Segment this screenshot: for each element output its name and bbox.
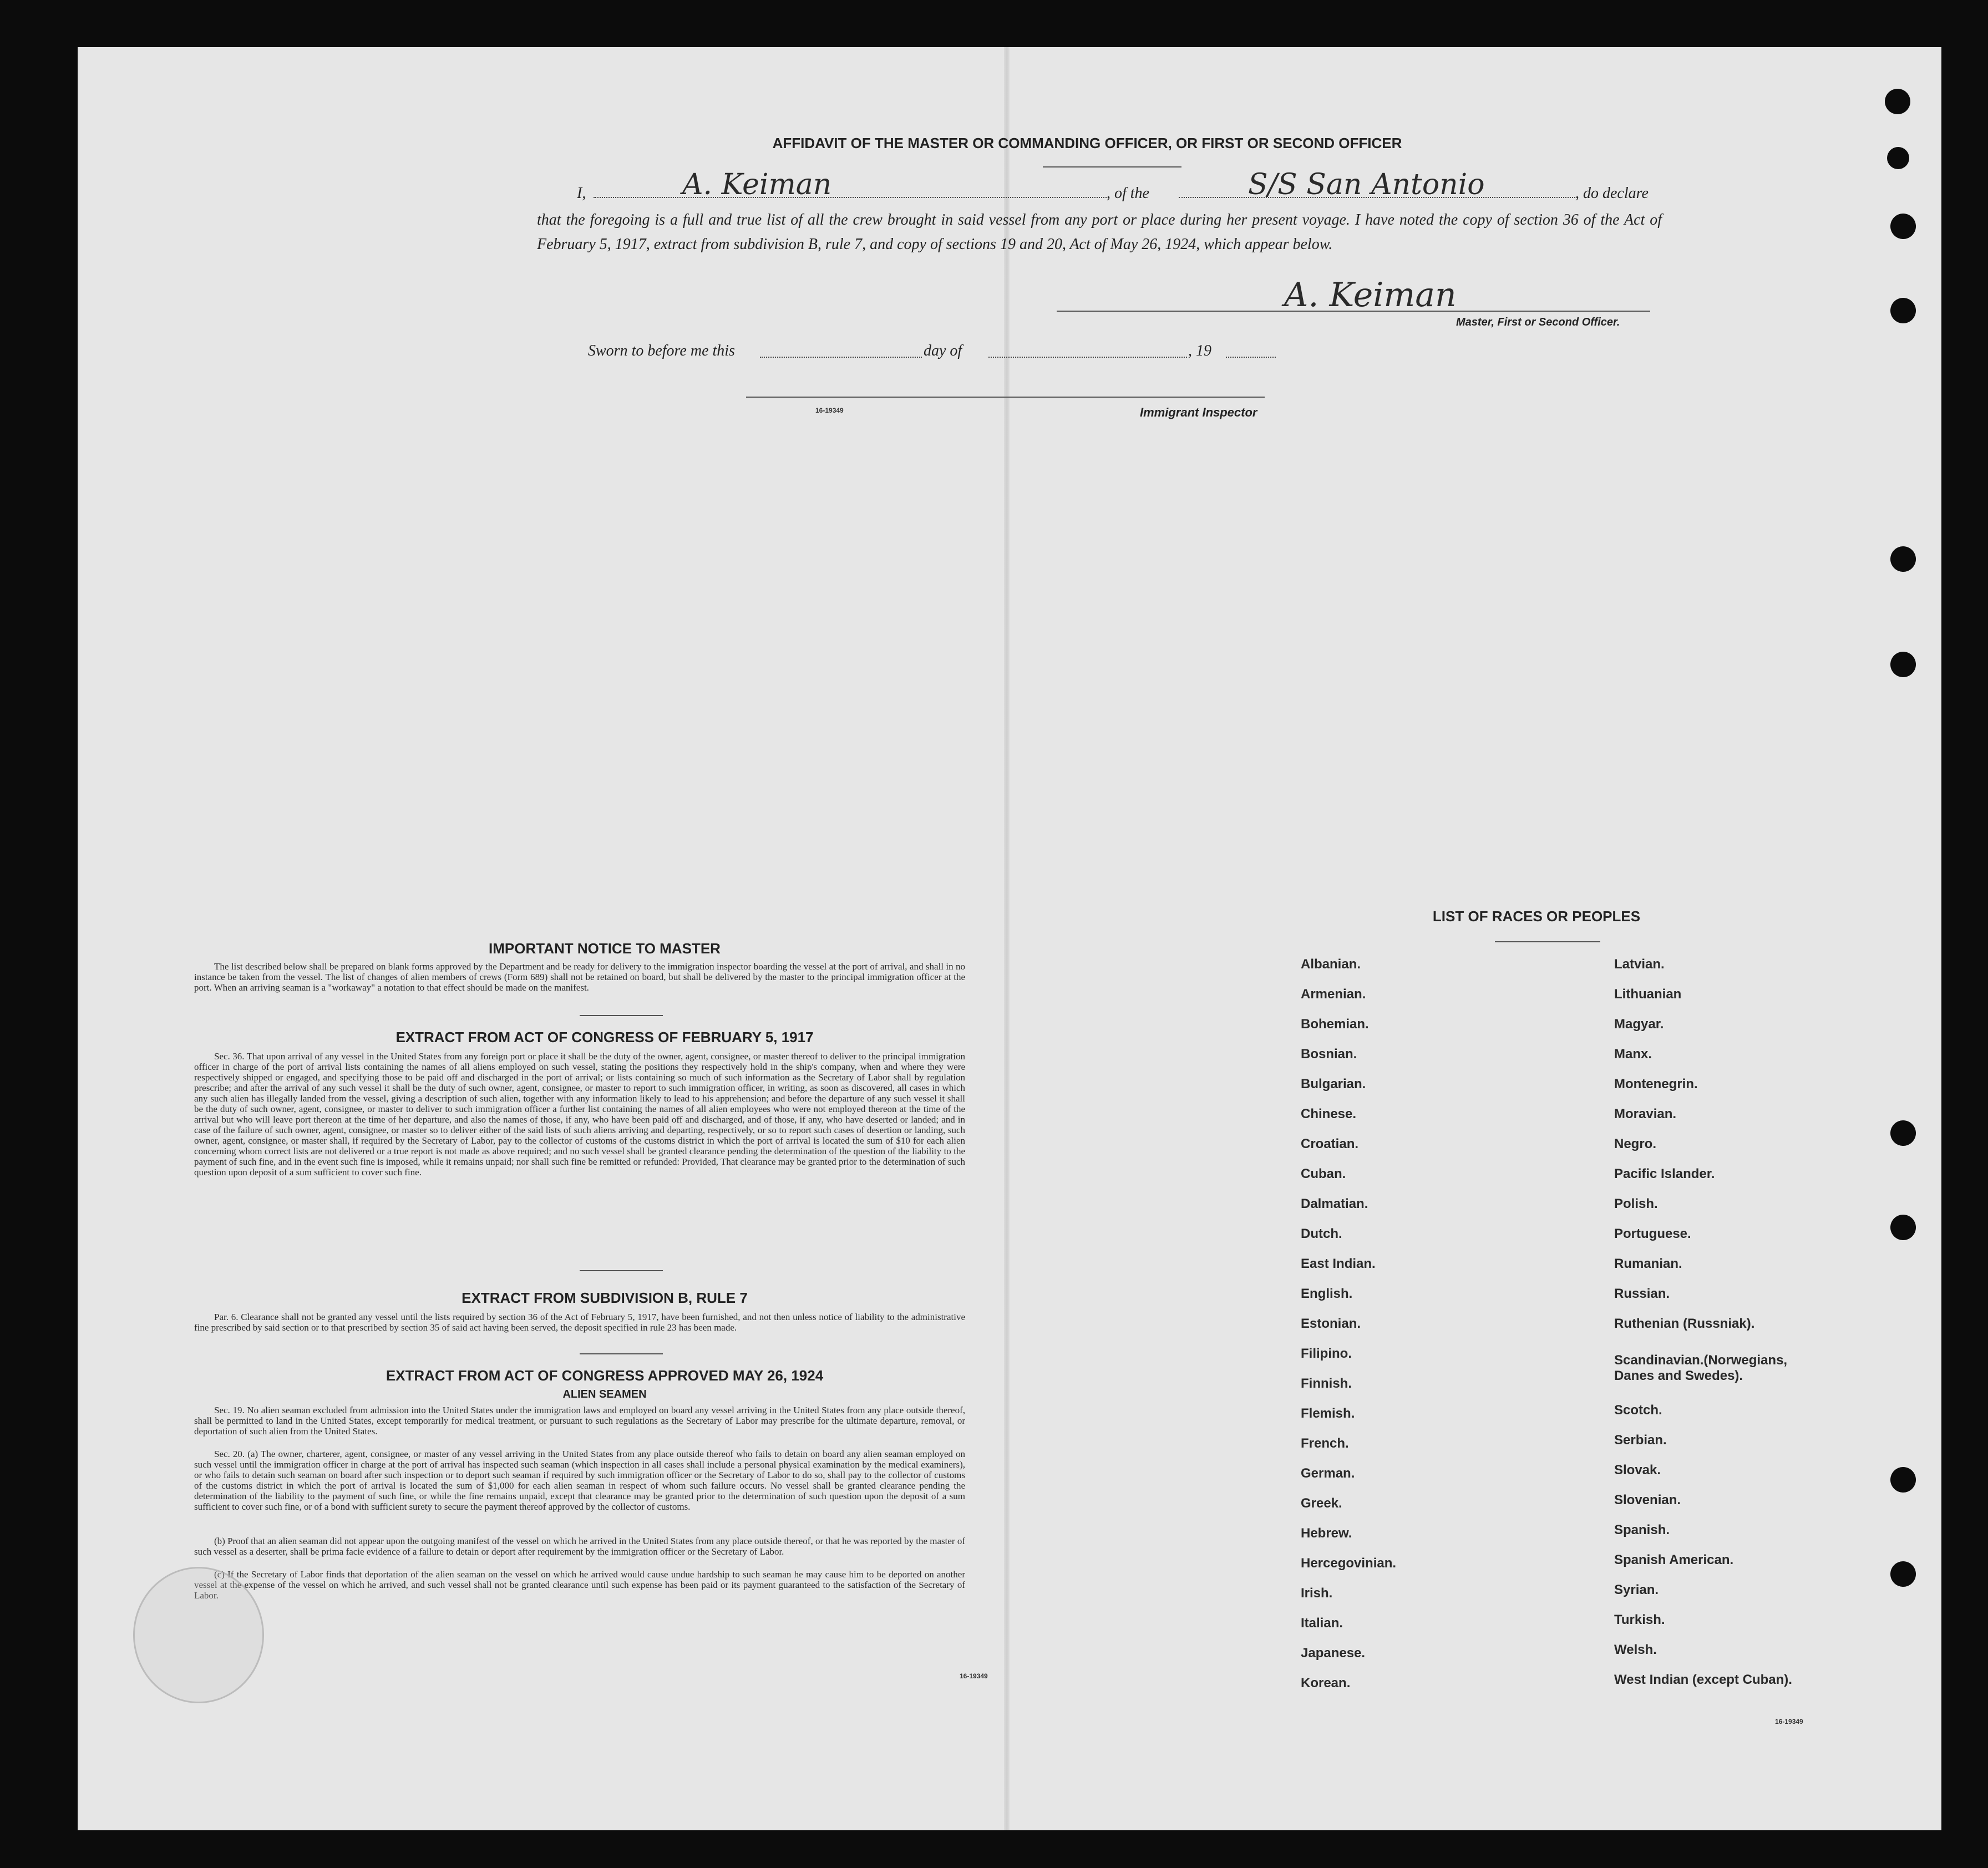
races-title: LIST OF RACES OR PEOPLES xyxy=(1432,908,1641,925)
master-signature: A. Keiman xyxy=(1284,276,1457,314)
race-item: Greek. xyxy=(1301,1496,1342,1511)
race-item: Bosnian. xyxy=(1301,1047,1357,1062)
section-19-text: Sec. 19. No alien seaman excluded from admission into the United States under the immigration laws and employed on board any vessel arriving in the United States from any place outside thereof, shall be permitted to land in the United States, except temporarily for medical treatment, or pursuant to such regulations as the Secretary of Labor may prescribe for the ultimate departure, removal, or deportation of such alien from the United States. xyxy=(194,1405,965,1436)
race-item: Dutch. xyxy=(1301,1226,1342,1241)
race-item: Scandinavian.(Norwegians, Danes and Swedes). xyxy=(1614,1353,1788,1383)
race-item: Croatian. xyxy=(1301,1136,1359,1151)
page-fold xyxy=(1004,47,1010,1830)
race-item: East Indian. xyxy=(1301,1256,1376,1271)
race-item: Syrian. xyxy=(1614,1582,1659,1597)
divider xyxy=(1043,166,1181,167)
form-number: 16-19349 xyxy=(1775,1718,1803,1725)
divider xyxy=(580,1015,663,1016)
race-item: Slovenian. xyxy=(1614,1493,1681,1507)
affidavit-title: AFFIDAVIT OF THE MASTER OR COMMANDING OFFICER, OR FIRST OR SECOND OFFICER xyxy=(772,135,1402,151)
race-item: Korean. xyxy=(1301,1676,1351,1691)
race-item: German. xyxy=(1301,1466,1355,1481)
race-item: Bulgarian. xyxy=(1301,1077,1366,1092)
affidavit-do-declare-label: , do declare xyxy=(1575,185,1649,202)
punch-hole xyxy=(1887,147,1909,169)
affidavit-body: that the foregoing is a full and true list of all the crew brought in said vessel from any port or place during her present voyage. I have noted the copy of section 36 of the Act of February 5, 1917, extract from subdivision B, rule 7, and copy of sections 19 and 20, Act of May 26, 1924, which appear below. xyxy=(537,211,1662,253)
inspector-line xyxy=(746,397,1265,398)
punch-hole xyxy=(1890,652,1916,677)
document-sheet xyxy=(78,47,1941,1830)
race-item: Montenegrin. xyxy=(1614,1077,1698,1092)
race-item: Manx. xyxy=(1614,1047,1652,1062)
race-item: Turkish. xyxy=(1614,1612,1665,1627)
rule-7-title: EXTRACT FROM SUBDIVISION B, RULE 7 xyxy=(462,1290,748,1306)
race-item: Japanese. xyxy=(1301,1646,1366,1661)
race-item: Hebrew. xyxy=(1301,1526,1352,1541)
notice-title: IMPORTANT NOTICE TO MASTER xyxy=(489,940,721,957)
form-number: 16-19349 xyxy=(960,1672,988,1680)
race-item: Magyar. xyxy=(1614,1017,1664,1032)
punch-hole xyxy=(1890,546,1916,572)
race-item: Russian. xyxy=(1614,1286,1670,1301)
race-item: Latvian. xyxy=(1614,957,1665,972)
race-item: Serbian. xyxy=(1614,1433,1667,1448)
race-item: Scotch. xyxy=(1614,1403,1662,1418)
sworn-day-line xyxy=(760,357,922,358)
race-item: Slovak. xyxy=(1614,1463,1661,1478)
race-item: Welsh. xyxy=(1614,1642,1657,1657)
alien-seamen-subtitle: ALIEN SEAMEN xyxy=(562,1388,647,1400)
notice-body: The list described below shall be prepared on blank forms approved by the Department and be ready for delivery to the immigration inspector boarding the vessel at the port of arrival, and shall in no instance be taken from the vessel. The list of changes of alien members of crews (Form 689) shall not be retained on board, but shall be delivered by the master to the principal immigration officer at the port. When an arriving seaman is a "workaway" a notation to that effect should be made on the manifest. xyxy=(194,961,965,993)
extract-1917-body: Sec. 36. That upon arrival of any vessel in the United States from any foreign port or place it shall be the duty of the owner, agent, consignee, or master thereof to deliver to the principal immigration officer in charge of the port of arrival lists containing the names of all aliens employed on such vessel, stating the positions they respectively hold in the ship's company, when and where they were respectively shipped or engaged, and specifying those to be paid off and discharged in the port of arrival; or lists containing so much of such information as the Secretary of Labor shall by regulation prescribe; and after the arrival of any such vessel it shall be the duty of such owner, agent, consignee, or master to report to such immigration officer, in writing, as soon as discovered, all cases in which any such alien has illegally landed from the vessel, giving a description of such alien, together with any information likely to lead to his apprehension; and before the departure of any such vessel it shall be the duty of such owner, agent, consignee, or master to deliver to such immigration officer a further list containing the names of all alien employees who were not employed thereon at the time of the arrival but who will leave port thereon at the time of her departure, and also the names of those, if any, who have been paid off and discharged, and of those, if any, who have deserted or landed; and in case of the failure of such owner, agent, consignee, or master so to deliver either of the said lists of such aliens arriving and departing, respectively, or so to report such cases of desertion or landing, such owner, agent, consignee, or master shall, if required by the Secretary of Labor, pay to the collector of customs of the customs district in which the port of arrival is located the sum of $10 for each alien concerning whom correct lists are not delivered or a true report is not made as above required; and no such vessel shall be granted clearance pending the determination of the question of the liability to the payment of such fine, and in the event such fine is imposed, while it remains unpaid; nor shall such fine be remitted or refunded: Provided, That clearance may be granted prior to the determination of such question upon deposit of a sum sufficient to cover such fine. xyxy=(194,1051,965,1177)
race-item: Flemish. xyxy=(1301,1406,1355,1421)
race-item: Chinese. xyxy=(1301,1106,1357,1121)
race-item: Italian. xyxy=(1301,1616,1343,1631)
race-item: Moravian. xyxy=(1614,1106,1677,1121)
name-line xyxy=(594,197,1107,198)
master-name-handwriting: A. Keiman xyxy=(682,168,832,201)
punch-hole xyxy=(1890,298,1916,323)
race-item: Irish. xyxy=(1301,1586,1333,1601)
race-item: Filipino. xyxy=(1301,1346,1352,1361)
race-item: Spanish American. xyxy=(1614,1552,1734,1567)
extract-1917-title: EXTRACT FROM ACT OF CONGRESS OF FEBRUARY 5, 1917 xyxy=(395,1029,814,1045)
race-item: Ruthenian (Russniak). xyxy=(1614,1316,1755,1331)
race-item: Armenian. xyxy=(1301,987,1366,1002)
year-label: , 19 xyxy=(1188,342,1211,359)
signature-caption: Master, First or Second Officer. xyxy=(1456,316,1620,328)
punch-hole xyxy=(1890,214,1916,239)
race-item: English. xyxy=(1301,1286,1353,1301)
race-item: Portuguese. xyxy=(1614,1226,1691,1241)
divider xyxy=(580,1353,663,1354)
day-of-label: day of xyxy=(924,342,962,359)
race-item: Polish. xyxy=(1614,1196,1658,1211)
embossed-seal xyxy=(133,1567,264,1703)
race-item: Lithuanian xyxy=(1614,987,1682,1002)
divider xyxy=(1495,941,1600,942)
race-item: Albanian. xyxy=(1301,957,1361,972)
section-20a-text: Sec. 20. (a) The owner, charterer, agent, consignee, or master of any vessel arriving in the United States from any place outside thereof who fails to detain on board any alien seaman employed on such vessel until the immigration officer in charge at the port of arrival has inspected such seaman (which inspection in all cases shall include a personal physical examination by the medical examiners), or who fails to detain such seaman on board after such inspection or to deport such seaman if required by such immigration officer or the Secretary of Labor to do so, shall pay to the collector of customs of the customs district in which the port of arrival is located the sum of $1,000 for each alien seaman in respect of whom such failure occurs. No vessel shall be granted clearance pending the determination of the liability to the payment of such fine, or while the fine remains unpaid, except that clearance may be granted prior to the determination of such question upon the deposit of a sum sufficient to cover such fine, or of a bond with sufficient surety to secure the payment thereof approved by the collector of customs. xyxy=(194,1449,965,1512)
divider xyxy=(580,1270,663,1271)
affidavit-of-the-label: , of the xyxy=(1107,185,1149,202)
race-item: Rumanian. xyxy=(1614,1256,1682,1271)
race-item: French. xyxy=(1301,1436,1349,1451)
sworn-year-line xyxy=(1226,357,1276,358)
races-left-column xyxy=(1301,957,1578,1705)
sworn-month-line xyxy=(988,357,1187,358)
rule-7-body: Par. 6. Clearance shall not be granted any vessel until the lists required by section 36 of the Act of February 5, 1917, have been furnished, and not then unless notice of liability to the administrative fine prescribed by said section or to that prescribed by section 35 of said act having been served, the deposit specified in rule 23 has been made. xyxy=(194,1312,965,1333)
section-20c-text: (c) If the Secretary of Labor finds that deportation of the alien seaman on the vessel on which he arrived would cause undue hardship to such seaman he may cause him to be deported on another vessel at the expense of the vessel on which he arrived, and such vessel shall not be granted clearance until such expense has been paid or its payment guaranteed to the satisfaction of the Secretary of Labor. xyxy=(194,1569,965,1601)
race-item: Negro. xyxy=(1614,1136,1657,1151)
extract-1924-title: EXTRACT FROM ACT OF CONGRESS APPROVED MAY 26, 1924 xyxy=(386,1367,824,1384)
races-right-column xyxy=(1614,957,1903,1702)
affidavit-i-label: I, xyxy=(577,185,586,202)
section-20b-text: (b) Proof that an alien seaman did not appear upon the outgoing manifest of the vessel on which he arrived in the United States from any place outside thereof, or that he was reported by the master of such vessel as a deserter, shall be prima facie evidence of a failure to detain or deport after requirement by the immigration officer or the Secretary of Labor. xyxy=(194,1536,965,1557)
vessel-name-handwriting: S/S San Antonio xyxy=(1248,168,1485,201)
race-item: West Indian (except Cuban). xyxy=(1614,1672,1792,1687)
race-item: Hercegovinian. xyxy=(1301,1556,1397,1571)
form-number: 16-19349 xyxy=(815,407,844,414)
race-item: Bohemian. xyxy=(1301,1017,1369,1032)
inspector-caption: Immigrant Inspector xyxy=(1140,405,1257,419)
race-item: Estonian. xyxy=(1301,1316,1361,1331)
race-item: Finnish. xyxy=(1301,1376,1352,1391)
sworn-label: Sworn to before me this xyxy=(588,342,735,359)
race-item: Dalmatian. xyxy=(1301,1196,1368,1211)
race-item: Spanish. xyxy=(1614,1522,1670,1537)
punch-hole xyxy=(1885,89,1910,114)
race-item: Cuban. xyxy=(1301,1166,1346,1181)
race-item: Pacific Islander. xyxy=(1614,1166,1715,1181)
